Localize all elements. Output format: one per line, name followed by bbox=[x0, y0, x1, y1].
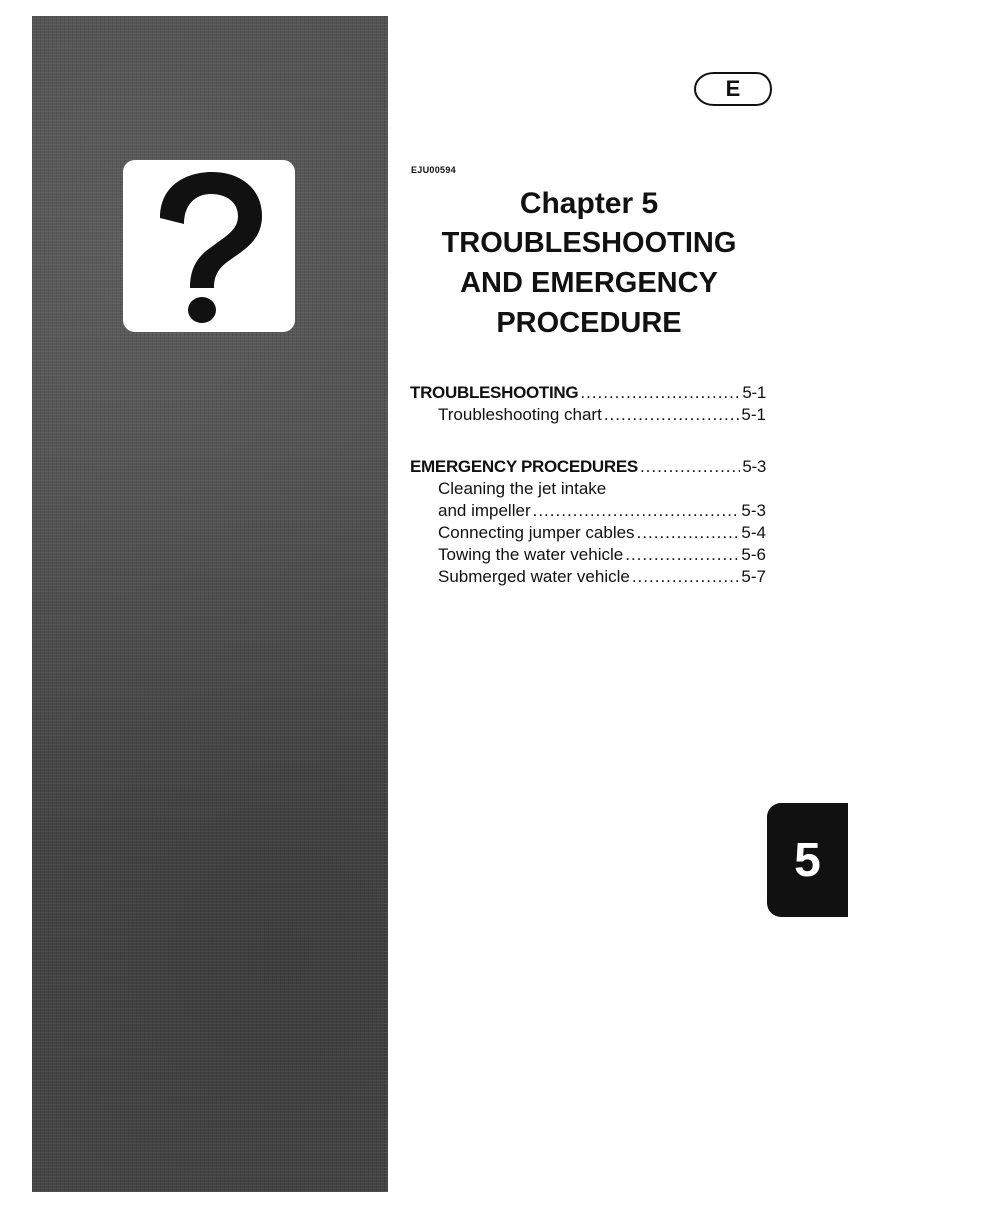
toc-leader-dots bbox=[533, 500, 740, 522]
chapter-heading bbox=[404, 185, 774, 343]
toc-page-number: 5-7 bbox=[741, 567, 766, 586]
toc-section-label: EMERGENCY PROCEDURES bbox=[410, 457, 638, 476]
toc-item-label: Submerged water vehicle bbox=[438, 567, 630, 586]
toc-item-cleaning-jet-intake[interactable] bbox=[410, 478, 766, 500]
toc-leader-dots bbox=[604, 404, 740, 426]
toc-item-label: Troubleshooting chart bbox=[438, 405, 602, 424]
toc-page-number: 5-4 bbox=[741, 523, 766, 542]
toc-item-and-impeller[interactable] bbox=[410, 500, 766, 522]
language-badge bbox=[694, 71, 772, 107]
toc-section-label: TROUBLESHOOTING bbox=[410, 383, 579, 402]
toc-item-submerged-water-vehicle[interactable] bbox=[410, 566, 766, 588]
toc-item-towing-water-vehicle[interactable] bbox=[410, 544, 766, 566]
toc-section-troubleshooting[interactable] bbox=[410, 382, 766, 404]
toc-page-number: 5-3 bbox=[742, 457, 766, 476]
toc-leader-dots bbox=[580, 382, 740, 404]
question-mark-box bbox=[123, 160, 295, 332]
language-letter: E bbox=[725, 76, 741, 101]
toc-page-number: 5-3 bbox=[741, 501, 766, 520]
chapter-tab-number: 5 bbox=[794, 833, 821, 887]
toc-leader-dots bbox=[640, 456, 740, 478]
toc-leader-dots bbox=[632, 566, 740, 588]
toc-item-label: Towing the water vehicle bbox=[438, 545, 624, 564]
document-code: EJU00594 bbox=[411, 165, 456, 175]
toc-section-emergency-procedures[interactable] bbox=[410, 456, 766, 478]
chapter-tab[interactable] bbox=[767, 803, 848, 917]
toc-item-connecting-jumper-cables[interactable] bbox=[410, 522, 766, 544]
chapter-title-line-3: PROCEDURE bbox=[496, 307, 682, 339]
chapter-title-line-2: AND EMERGENCY bbox=[460, 267, 718, 299]
toc-item-troubleshooting-chart[interactable] bbox=[410, 404, 766, 426]
question-mark-icon bbox=[144, 166, 274, 326]
toc-page-number: 5-1 bbox=[741, 405, 766, 424]
chapter-number: Chapter 5 bbox=[519, 187, 659, 220]
toc-item-label: and impeller bbox=[438, 501, 531, 520]
toc-item-label: Connecting jumper cables bbox=[438, 523, 635, 542]
toc-page-number: 5-1 bbox=[742, 383, 766, 402]
table-of-contents bbox=[410, 382, 766, 588]
toc-item-label: Cleaning the jet intake bbox=[438, 479, 607, 498]
chapter-title-line-1: TROUBLESHOOTING bbox=[441, 227, 737, 259]
toc-leader-dots bbox=[637, 522, 740, 544]
toc-page-number: 5-6 bbox=[741, 545, 766, 564]
toc-leader-dots bbox=[625, 544, 739, 566]
